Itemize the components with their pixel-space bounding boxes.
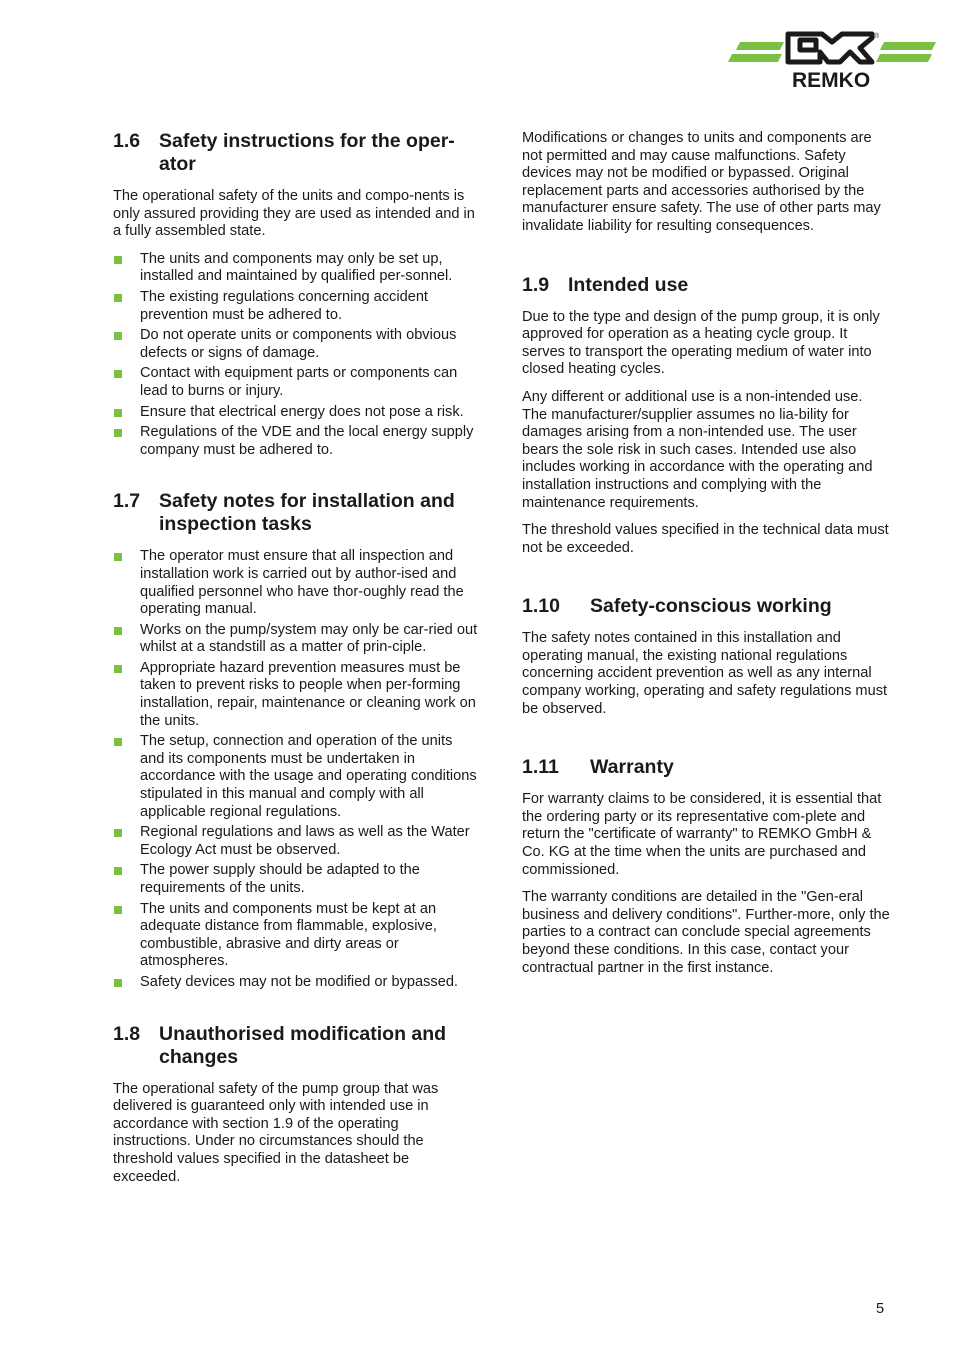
section-number: 1.8 — [113, 1022, 141, 1045]
bullet-square-icon — [114, 256, 122, 264]
bullet-list-1-7 — [113, 548, 479, 991]
section-number: 1.7 — [113, 490, 141, 513]
list-item-text: Works on the pump/system may only be car-ried out whilst at a standstill as a matter of prin-ciple. — [140, 621, 478, 656]
list-item — [113, 548, 479, 618]
bullet-square-icon — [114, 829, 122, 837]
list-item-text: Regional regulations and laws as well as the Water Ecology Act must be observed. — [140, 824, 470, 858]
list-item-text: The power supply should be adapted to the requirements of the units. — [140, 862, 420, 896]
remko-logo — [724, 28, 938, 94]
page-number: 5 — [876, 1301, 885, 1317]
list-item — [113, 365, 479, 400]
paragraph: Any different or additional use is a non-intended use. The manufacturer/supplier assumes no lia-bility for damages arising from a non-intended use. The user bears the sole risk in such cases. Intended use also includes working in accordance with the operating and installation instructions and complying with the maintenance requirements. — [522, 388, 873, 511]
paragraph: The operational safety of the pump group that was delivered is guaranteed only with intended use in accordance with section 1.9 of the operating instructions. Under no circumstances should the threshold values specified in the datasheet be exceeded. — [113, 1080, 439, 1185]
bullet-square-icon — [114, 429, 122, 437]
bullet-square-icon — [114, 370, 122, 378]
list-item — [113, 733, 479, 821]
list-item — [113, 251, 479, 286]
list-item — [113, 901, 479, 971]
list-item-text: The existing regulations concerning accident prevention must be adhered to. — [140, 288, 428, 323]
registered-mark: ® — [874, 33, 880, 40]
list-item-text: Safety devices may not be modified or bypassed. — [140, 973, 458, 990]
section-number: 1.9 — [522, 273, 550, 296]
right-column — [522, 130, 890, 987]
section-number: 1.10 — [522, 595, 560, 618]
section-title: Safety instructions for the oper-ator — [159, 130, 455, 175]
paragraph: For warranty claims to be considered, it is essential that the ordering party or its representative com-plete and return the "certificate of warranty" to REMKO GmbH & Co. KG at the time when the units are purchased and commissioned. — [522, 791, 882, 878]
paragraph: Due to the type and design of the pump group, it is only approved for operation as a heating cycle group. It serves to transport the operating medium of water into closed heating cycles. — [522, 308, 880, 378]
list-item-text: The operator must ensure that all inspection and installation work is carried out by author-ised and qualified personnel who have thor-oughly read the operating manual. — [140, 548, 464, 618]
heading-1-7 — [113, 490, 479, 536]
list-item-text: The setup, connection and operation of the units and its components must be undertaken in accordance with the usage and operating conditions stipulated in this manual and comply with all applicable regional regulations. — [140, 733, 477, 820]
section-title: Warranty — [590, 756, 674, 779]
section-number: 1.11 — [522, 756, 559, 779]
paragraph: The operational safety of the units and compo-nents is only assured providing they are used as intended and in a fully assembled state. — [113, 188, 475, 240]
section-title: Unauthorised modification and changes — [159, 1022, 447, 1068]
list-item — [113, 660, 479, 730]
bullet-square-icon — [114, 409, 122, 417]
left-column — [113, 130, 479, 1196]
list-item-text: The units and components may only be set up, installed and maintained by qualified per-sonnel. — [140, 250, 453, 285]
heading-1-8 — [113, 1023, 479, 1069]
list-item — [113, 622, 479, 657]
section-number: 1.6 — [113, 130, 141, 152]
remko-wordmark: REMKO — [792, 69, 871, 92]
bullet-square-icon — [114, 979, 122, 987]
bullet-square-icon — [114, 294, 122, 302]
list-item-text: Regulations of the VDE and the local energy supply company must be adhered to. — [140, 424, 474, 458]
list-item-text: Contact with equipment parts or components can lead to burns or injury. — [140, 365, 458, 399]
bullet-list-1-6 — [113, 251, 479, 460]
remko-logo-graphic — [724, 28, 938, 94]
heading-1-11 — [522, 756, 890, 779]
bullet-square-icon — [114, 665, 122, 673]
bullet-square-icon — [114, 627, 122, 635]
list-item-text: Ensure that electrical energy does not pose a risk. — [140, 403, 464, 420]
bullet-square-icon — [114, 332, 122, 340]
bullet-square-icon — [114, 906, 122, 914]
section-title: Safety-conscious working — [590, 595, 832, 618]
paragraph: Modifications or changes to units and components are not permitted and may cause malfunctions. Safety devices may not be modified or bypassed. Original replacement parts and accessories authorised by the manufacturer ensure safety. The use of other parts may invalidate liability for resulting consequences. — [522, 130, 881, 234]
list-item — [113, 424, 479, 459]
list-item-text: Appropriate hazard prevention measures must be taken to prevent risks to people when per-forming installation, repair, maintenance or cleaning work on the units. — [140, 659, 476, 729]
bullet-square-icon — [114, 867, 122, 875]
list-item-text: The units and components must be kept at an adequate distance from flammable, explosive, combustible, abrasive and dirty areas or atmospheres. — [140, 900, 437, 970]
list-item-text: Do not operate units or components with obvious defects or signs of damage. — [140, 327, 457, 361]
heading-1-9 — [522, 274, 890, 297]
bullet-square-icon — [114, 553, 122, 561]
paragraph: The threshold values specified in the technical data must not be exceeded. — [522, 522, 889, 556]
section-title: Intended use — [568, 273, 689, 296]
paragraph: The warranty conditions are detailed in the "Gen-eral business and delivery conditions". Further-more, only the parties to a contract can conclude special agreements beyond these conditions. In this case, contact your contractual partner in the first instance. — [522, 889, 890, 976]
list-item — [113, 404, 479, 422]
list-item — [113, 862, 479, 897]
section-title: Safety notes for installation and inspection tasks — [159, 490, 455, 536]
list-item — [113, 327, 479, 362]
heading-1-6 — [113, 130, 479, 176]
list-item — [113, 974, 479, 992]
paragraph: The safety notes contained in this installation and operating manual, the existing national regulations concerning accident prevention as well as any internal company working, operating and safety regulations must be observed. — [522, 630, 888, 717]
bullet-square-icon — [114, 738, 122, 746]
list-item — [113, 289, 479, 324]
list-item — [113, 824, 479, 859]
heading-1-10 — [522, 595, 890, 618]
